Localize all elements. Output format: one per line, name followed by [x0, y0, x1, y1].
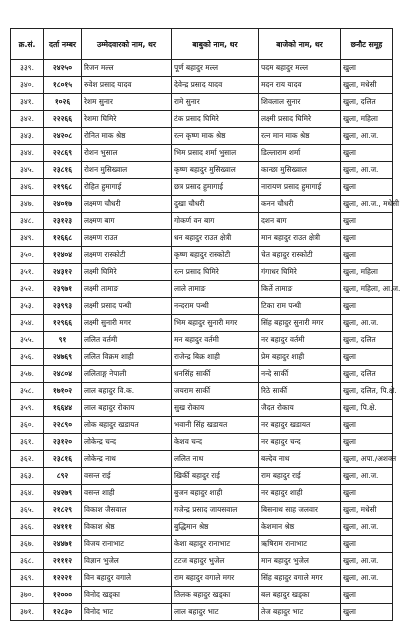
table-row [11, 213, 393, 230]
father-name-cell: दुखा चौधरी [172, 196, 259, 213]
serial-number-cell: ३५६. [11, 349, 44, 366]
selection-group-cell: खुला [341, 587, 393, 604]
serial-number-cell: ३४५. [11, 162, 44, 179]
father-name-cell: सुख रोकाय [172, 400, 259, 417]
candidate-name-cell: रोशन भुसाल [82, 145, 172, 162]
candidate-table [10, 28, 401, 621]
father-name-cell: खिर्की बहादुर राई [172, 468, 259, 485]
father-name-cell: धनसिंह सार्की [172, 366, 259, 383]
father-name-cell: भिम बहादुर सुनारी मगर [172, 315, 259, 332]
table-row [11, 434, 393, 451]
grandfather-name-cell: शिवलाल सुनार [259, 94, 341, 111]
candidate-name-cell: रोहित हुमागाई [82, 179, 172, 196]
serial-number-cell: ३४०. [11, 77, 44, 94]
candidate-name-cell: वसन्त राई [82, 468, 172, 485]
table-row [11, 60, 393, 77]
table-row [11, 349, 393, 366]
selection-group-cell: खुला, मधेसी [341, 77, 393, 94]
grandfather-name-cell: दशन बाग [259, 213, 341, 230]
table-row [11, 570, 393, 587]
grandfather-name-cell: कनन चौधरी [259, 196, 341, 213]
selection-group-cell: खुला [341, 536, 393, 553]
father-name-cell: नन्दराम पन्थी [172, 298, 259, 315]
registration-number-cell: २४३१२ [44, 264, 82, 281]
registration-number-cell: ८९२ [44, 468, 82, 485]
registration-number-cell: १२२२१ [44, 570, 82, 587]
candidate-name-cell: विजय रानाभाट [82, 536, 172, 553]
selection-group-cell: खुला [341, 230, 393, 247]
serial-number-cell: ३६९. [11, 570, 44, 587]
serial-number-cell: ३७०. [11, 587, 44, 604]
grandfather-name-cell: नर बहादुर शाही [259, 485, 341, 502]
registration-number-cell: ९१ [44, 332, 82, 349]
candidate-name-cell: लोकेन्द्र चन्द [82, 434, 172, 451]
header-father-name: बाबुको नाम, थर [172, 29, 259, 60]
table-header-row [11, 29, 393, 60]
serial-number-cell: ३३९. [11, 60, 44, 77]
father-name-cell: पूर्ण बहादुर मल्ल [172, 60, 259, 77]
table-row [11, 281, 393, 298]
serial-number-cell: ३४६. [11, 179, 44, 196]
selection-group-cell: खुला, महिला [341, 264, 393, 281]
father-name-cell: भवानी सिंह खडायत [172, 417, 259, 434]
serial-number-cell: ३७१. [11, 604, 44, 621]
serial-number-cell: ३५०. [11, 247, 44, 264]
serial-number-cell: ३५४. [11, 315, 44, 332]
table-row [11, 145, 393, 162]
candidate-name-cell: लक्ष्मण चौधरी [82, 196, 172, 213]
registration-number-cell: २४२०८ [44, 128, 82, 145]
serial-number-cell: ३५७. [11, 366, 44, 383]
candidate-name-cell: रुवेश प्रसाद यादव [82, 77, 172, 94]
table-row [11, 315, 393, 332]
father-name-cell: देवेन्द्र प्रसाद यादव [172, 77, 259, 94]
selection-group-cell: खुला, आ.ज. [341, 162, 393, 179]
selection-group-cell: खुला [341, 60, 393, 77]
grandfather-name-cell: ऋषिराम रानाभाट [259, 536, 341, 553]
selection-group-cell: खुला [341, 213, 393, 230]
registration-number-cell: २४२७९ [44, 485, 82, 502]
father-name-cell: भिम प्रसाद शर्मा भुसाल [172, 145, 259, 162]
selection-group-cell: खुला, मधेसी [341, 502, 393, 519]
grandfather-name-cell: मान बहादुर राउत क्षेत्री [259, 230, 341, 247]
serial-number-cell: ३५८. [11, 383, 44, 400]
candidate-name-cell: रेशम सुनार [82, 94, 172, 111]
father-name-cell: रामे सुनार [172, 94, 259, 111]
candidate-name-cell: विनोद खड्का [82, 587, 172, 604]
serial-number-cell: ३४३. [11, 128, 44, 145]
grandfather-name-cell: प्रेम बहादुर शाही [259, 349, 341, 366]
table-row [11, 519, 393, 536]
selection-group-cell: खुला, दलित [341, 332, 393, 349]
selection-group-cell: खुला [341, 434, 393, 451]
table-row [11, 417, 393, 434]
candidate-name-cell: लक्ष्मण बाग [82, 213, 172, 230]
registration-number-cell: २२८९० [44, 417, 82, 434]
registration-number-cell: २२८६९ [44, 145, 82, 162]
grandfather-name-cell: राम बहादुर राई [259, 468, 341, 485]
serial-number-cell: ३४९. [11, 230, 44, 247]
grandfather-name-cell: नारायण प्रसाद हुमागाई [259, 179, 341, 196]
grandfather-name-cell: नर बहादुर वर्तमी [259, 332, 341, 349]
registration-number-cell: १०२६ [44, 94, 82, 111]
registration-number-cell: १२००० [44, 587, 82, 604]
header-serial-number: क्र.सं. [11, 29, 44, 60]
selection-group-cell: खुला, आ.ज., मधेसी [341, 196, 393, 213]
registration-number-cell: २२२६६ [44, 111, 82, 128]
selection-group-cell: खुला [341, 179, 393, 196]
candidate-name-cell: विकाश श्रेष्ठ [82, 519, 172, 536]
registration-number-cell: २४०१७ [44, 196, 82, 213]
grandfather-name-cell: पदम बहादुर मल्ल [259, 60, 341, 77]
table-row [11, 536, 393, 553]
serial-number-cell: ३५९. [11, 400, 44, 417]
candidate-name-cell: लाल बहादुर रोकाय [82, 400, 172, 417]
registration-number-cell: २४१११ [44, 519, 82, 536]
grandfather-name-cell: बिसनाथ साह जलवार [259, 502, 341, 519]
serial-number-cell: ३४१. [11, 94, 44, 111]
selection-group-cell: खुला, आ.ज. [341, 519, 393, 536]
serial-number-cell: ३४२. [11, 111, 44, 128]
table-row [11, 502, 393, 519]
grandfather-name-cell: सिंह बहादुर वगाले मगर [259, 570, 341, 587]
father-name-cell: राम बहादुर वगाले मगर [172, 570, 259, 587]
serial-number-cell: ३६४. [11, 485, 44, 502]
table-row [11, 94, 393, 111]
grandfather-name-cell: तेज बहादुर भाट [259, 604, 341, 621]
candidate-name-cell: रिजन मल्ल [82, 60, 172, 77]
table-row [11, 383, 393, 400]
header-registration-number: दर्ता नम्बर [44, 29, 82, 60]
grandfather-name-cell: नन्दे सार्की [259, 366, 341, 383]
father-name-cell: ललित नाथ [172, 451, 259, 468]
registration-number-cell: २३१२३ [44, 213, 82, 230]
selection-group-cell: खुला, आ.ज. [341, 468, 393, 485]
grandfather-name-cell: किर्ते तामाङ [259, 281, 341, 298]
serial-number-cell: ३५२. [11, 281, 44, 298]
selection-group-cell: खुला [341, 145, 393, 162]
candidate-name-cell: ललिताङ्ग नेपाली [82, 366, 172, 383]
serial-number-cell: ३६३. [11, 468, 44, 485]
registration-number-cell: २४८०४ [44, 366, 82, 383]
serial-number-cell: ३५३. [11, 298, 44, 315]
selection-group-cell: खुला [341, 417, 393, 434]
grandfather-name-cell: नर बहादुर खडायत [259, 417, 341, 434]
serial-number-cell: ३६२. [11, 451, 44, 468]
registration-number-cell: १८०१५ [44, 77, 82, 94]
grandfather-name-cell: बल्देव नाथ [259, 451, 341, 468]
father-name-cell: केशा बहादुर रानाभाट [172, 536, 259, 553]
candidate-name-cell: लाल बहादुर वि.क. [82, 383, 172, 400]
table-row [11, 247, 393, 264]
selection-group-cell: खुला, पि.क्षे. [341, 400, 393, 417]
registration-number-cell: १२९६६ [44, 315, 82, 332]
registration-number-cell: १२८३० [44, 604, 82, 621]
father-name-cell: छत्र प्रसाद हुमागाई [172, 179, 259, 196]
candidate-name-cell: लक्ष्मी सुनारी मगर [82, 315, 172, 332]
registration-number-cell: २१८२९ [44, 502, 82, 519]
registration-number-cell: १७१०२ [44, 383, 82, 400]
father-name-cell: कृष्ण बहादुर रास्कोटी [172, 247, 259, 264]
header-selection-group: छनौट समूह [341, 29, 393, 60]
selection-group-cell: खुला, महिला [341, 111, 393, 128]
registration-number-cell: २३८१६ [44, 451, 82, 468]
header-grandfather-name: बाजेको नाम, थर [259, 29, 341, 60]
candidate-name-cell: लोक बहादुर खडायत [82, 417, 172, 434]
table-row [11, 196, 393, 213]
table-row [11, 604, 393, 621]
father-name-cell: गोकर्ण वन बाग [172, 213, 259, 230]
candidate-name-cell: लक्ष्मण रास्कोटी [82, 247, 172, 264]
registration-number-cell: २३८१६ [44, 162, 82, 179]
father-name-cell: जयराम सार्की [172, 383, 259, 400]
table-row [11, 77, 393, 94]
table-row [11, 264, 393, 281]
father-name-cell: केशव चन्द [172, 434, 259, 451]
table-row [11, 162, 393, 179]
father-name-cell: मन बहादुर वर्तमी [172, 332, 259, 349]
candidate-name-cell: रोशन मुसिख्वाल [82, 162, 172, 179]
candidate-name-cell: वसन्त शाही [82, 485, 172, 502]
registration-number-cell: २४२५० [44, 60, 82, 77]
registration-number-cell: १६६४४ [44, 400, 82, 417]
table-row [11, 468, 393, 485]
registration-number-cell: १२४०४ [44, 247, 82, 264]
candidate-name-cell: रोनित माक श्रेष्ठ [82, 128, 172, 145]
candidate-name-cell: विन बहादुर वगाले [82, 570, 172, 587]
registration-number-cell: १२६६८ [44, 230, 82, 247]
registration-number-cell: २३९९३ [44, 298, 82, 315]
table-row [11, 553, 393, 570]
header-candidate-name: उम्मेदवारको नाम, थर [82, 29, 172, 60]
father-name-cell: धन बहादुर राउत क्षेत्री [172, 230, 259, 247]
grandfather-name-cell: कान्छा मुसिख्वाल [259, 162, 341, 179]
candidate-name-cell: लक्ष्मी तामाङ [82, 281, 172, 298]
grandfather-name-cell: बल बहादुर खड्का [259, 587, 341, 604]
father-name-cell: तिलक बहादुर खड्का [172, 587, 259, 604]
father-name-cell: टंक प्रसाद घिमिरे [172, 111, 259, 128]
candidate-name-cell: लोकेन्द्र नाथ [82, 451, 172, 468]
registration-number-cell: २१११२ [44, 553, 82, 570]
serial-number-cell: ३६६. [11, 519, 44, 536]
father-name-cell: कृष्ण बहादुर मुसिख्वाल [172, 162, 259, 179]
table-row [11, 230, 393, 247]
grandfather-name-cell: चेत बहादुर रास्कोटी [259, 247, 341, 264]
selection-group-cell: खुला, आ.ज. [341, 553, 393, 570]
father-name-cell: लाल बहादुर भाट [172, 604, 259, 621]
father-name-cell: लाले तामाङ [172, 281, 259, 298]
serial-number-cell: ३६१. [11, 434, 44, 451]
serial-number-cell: ३५५. [11, 332, 44, 349]
candidate-name-cell: लक्ष्मी घिमिरे [82, 264, 172, 281]
serial-number-cell: ३४४. [11, 145, 44, 162]
table-row [11, 332, 393, 349]
grandfather-name-cell: जैदत रोकाय [259, 400, 341, 417]
selection-group-cell: खुला, अपा./अशक्त [341, 451, 393, 468]
serial-number-cell: ३४८. [11, 213, 44, 230]
table-row [11, 111, 393, 128]
serial-number-cell: ३६५. [11, 502, 44, 519]
selection-group-cell: खुला [341, 298, 393, 315]
father-name-cell: बुद्धिमान श्रेष्ठ [172, 519, 259, 536]
father-name-cell: रत्न कृष्ण माक श्रेष्ठ [172, 128, 259, 145]
table-body [11, 60, 401, 621]
selection-group-cell: खुला, दलित [341, 366, 393, 383]
candidate-name-cell: लक्ष्मण राउत [82, 230, 172, 247]
candidate-name-cell: रेशमा घिमिरे [82, 111, 172, 128]
grandfather-name-cell: मान बहादुर भुजेल [259, 553, 341, 570]
selection-group-cell: खुला, दलित, पि.क्षे. [341, 383, 393, 400]
candidate-name-cell: ललित वर्तमी [82, 332, 172, 349]
registration-number-cell: २१९६८ [44, 179, 82, 196]
father-name-cell: रत्न प्रसाद घिमिरे [172, 264, 259, 281]
selection-group-cell: खुला [341, 349, 393, 366]
table-row [11, 400, 393, 417]
selection-group-cell: खुला, दलित [341, 94, 393, 111]
selection-group-cell: खुला, महिला, आ.ज. [341, 281, 393, 298]
grandfather-name-cell: गंगाधर घिमिरे [259, 264, 341, 281]
candidate-name-cell: ललित विक्रम शाही [82, 349, 172, 366]
table-row [11, 366, 393, 383]
father-name-cell: गजेन्द्र प्रसाद जायसवाल [172, 502, 259, 519]
serial-number-cell: ३४७. [11, 196, 44, 213]
candidate-name-cell: विज्ञान भुजेल [82, 553, 172, 570]
grandfather-name-cell: मदन राय यादव [259, 77, 341, 94]
grandfather-name-cell: सिंह बहादुर सुनारी मगर [259, 315, 341, 332]
selection-group-cell: खुला, आ.ज. [341, 315, 393, 332]
grandfather-name-cell: नर बहादुर चन्द [259, 434, 341, 451]
candidate-name-cell: विनोद भाट [82, 604, 172, 621]
father-name-cell: बुजन बहादुर शाही [172, 485, 259, 502]
selection-group-cell: खुला [341, 604, 393, 621]
serial-number-cell: ३६७. [11, 536, 44, 553]
grandfather-name-cell: टिका राम पन्थी [259, 298, 341, 315]
registration-number-cell: २३९७१ [44, 281, 82, 298]
selection-group-cell: खुला [341, 485, 393, 502]
table-row [11, 179, 393, 196]
selection-group-cell: खुला, आ.ज. [341, 570, 393, 587]
table-row [11, 128, 393, 145]
candidate-list-sheet [10, 28, 401, 621]
registration-number-cell: २४७६९ [44, 349, 82, 366]
table-row [11, 587, 393, 604]
serial-number-cell: ३६०. [11, 417, 44, 434]
table-row [11, 485, 393, 502]
grandfather-name-cell: डिल्लाराम शर्मा [259, 145, 341, 162]
candidate-name-cell: विकाश जैसवाल [82, 502, 172, 519]
table-row [11, 451, 393, 468]
selection-group-cell: खुला [341, 247, 393, 264]
father-name-cell: राजेन्द्र बिक्र शाही [172, 349, 259, 366]
grandfather-name-cell: लक्ष्मी प्रसाद घिमिरे [259, 111, 341, 128]
registration-number-cell: २४४७१ [44, 536, 82, 553]
grandfather-name-cell: रिठे सार्की [259, 383, 341, 400]
grandfather-name-cell: केशमान श्रेष्ठ [259, 519, 341, 536]
grandfather-name-cell: रत्न मान माक श्रेष्ठ [259, 128, 341, 145]
table-row [11, 298, 393, 315]
candidate-name-cell: लक्ष्मी प्रसाद पन्थी [82, 298, 172, 315]
registration-number-cell: २३१२० [44, 434, 82, 451]
selection-group-cell: खुला, आ.ज. [341, 128, 393, 145]
father-name-cell: टटज बहादुर भुजेल [172, 553, 259, 570]
serial-number-cell: ३५१. [11, 264, 44, 281]
serial-number-cell: ३६८. [11, 553, 44, 570]
